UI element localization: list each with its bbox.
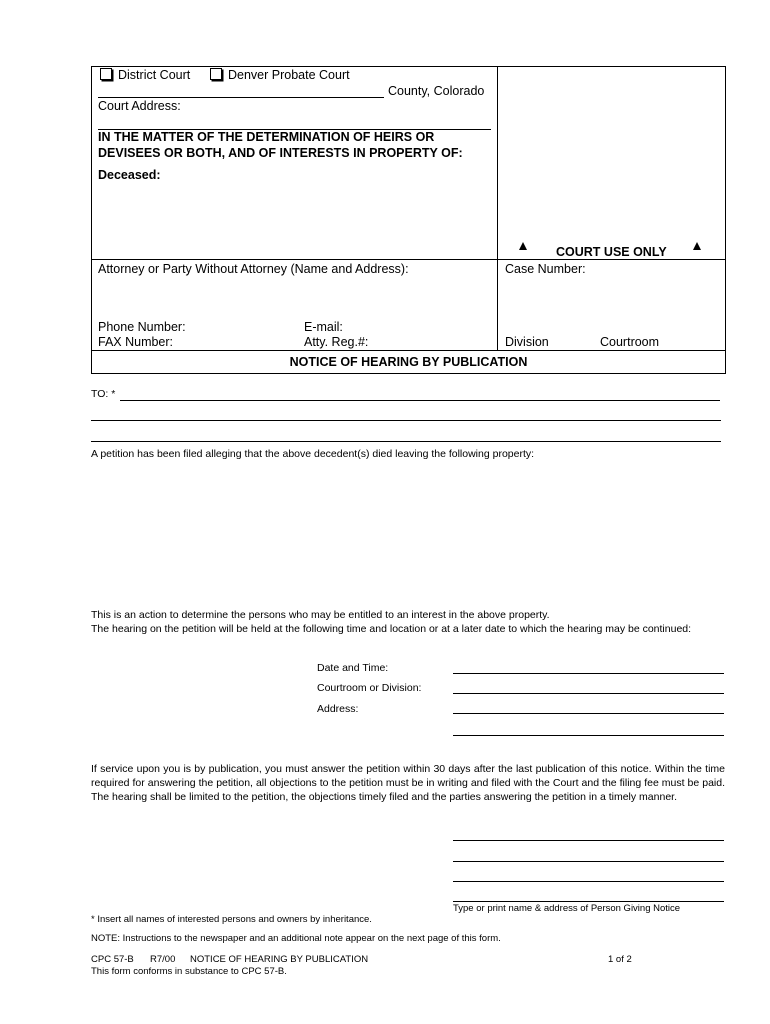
to-label: TO: * [91, 388, 116, 400]
courtroom-division-label: Courtroom or Division: [317, 682, 422, 694]
address-field-2[interactable] [453, 735, 724, 736]
arrow-up-icon [519, 242, 527, 250]
address-field-1[interactable] [453, 713, 724, 714]
to-field-3[interactable] [91, 441, 721, 442]
district-court-checkbox[interactable] [100, 68, 112, 80]
footer-conforms: This form conforms in substance to CPC 57-B. [91, 966, 287, 977]
court-address-label: Court Address: [98, 99, 181, 113]
denver-probate-label: Denver Probate Court [228, 68, 350, 82]
caption-box [91, 66, 726, 374]
denver-probate-checkbox[interactable] [210, 68, 222, 80]
denver-probate-court-option[interactable] [210, 68, 350, 82]
deceased-label: Deceased: [98, 168, 161, 182]
caption-divider [497, 66, 498, 350]
caption-rule-1 [91, 259, 726, 260]
to-field-2[interactable] [91, 420, 721, 421]
action-line: This is an action to determine the persons who may be entitled to an interest in the above property. [91, 609, 550, 621]
signature-line-2[interactable] [453, 861, 724, 862]
division-label: Division [505, 335, 549, 349]
newspaper-note: NOTE: Instructions to the newspaper and an additional note appear on the next page of this form. [91, 933, 501, 944]
attorney-label: Attorney or Party Without Attorney (Name and Address): [98, 262, 409, 276]
email-label: E-mail: [304, 320, 343, 334]
case-number-label: Case Number: [505, 262, 586, 276]
signature-line-1[interactable] [453, 840, 724, 841]
footer-page: 1 of 2 [608, 954, 632, 965]
hearing-text: The hearing on the petition will be held at the following time and location or at a later date to which the hearing may be continued: [91, 623, 692, 635]
signature-caption: Type or print name & address of Person Giving Notice [453, 903, 681, 914]
date-time-field[interactable] [453, 673, 724, 674]
caption-rule-2 [91, 350, 726, 351]
arrow-up-icon [693, 242, 701, 250]
to-field-1[interactable] [120, 400, 720, 401]
matter-line-2: DEVISEES OR BOTH, AND OF INTERESTS IN PROPERTY OF: [98, 146, 463, 160]
court-use-only: COURT USE ONLY [556, 245, 667, 259]
notice-title: NOTICE OF HEARING BY PUBLICATION [289, 355, 528, 369]
signature-line-3[interactable] [453, 881, 724, 882]
county-field[interactable] [98, 97, 384, 98]
matter-line-1: IN THE MATTER OF THE DETERMINATION OF HEIRS OR [98, 130, 435, 144]
footer-form-title: NOTICE OF HEARING BY PUBLICATION [190, 954, 369, 965]
courtroom-division-field[interactable] [453, 693, 724, 694]
address-label: Address: [317, 703, 359, 715]
footer-form-id: CPC 57-B [91, 954, 134, 965]
district-court-label: District Court [118, 68, 191, 82]
date-time-label: Date and Time: [317, 662, 389, 674]
district-court-option[interactable] [100, 68, 190, 82]
insert-note: * Insert all names of interested persons and owners by inheritance. [91, 914, 372, 925]
atty-reg-label: Atty. Reg.#: [304, 335, 369, 349]
fax-label: FAX Number: [98, 335, 174, 349]
county-label: County, Colorado [388, 84, 485, 98]
phone-label: Phone Number: [98, 320, 186, 334]
footer-revision: R7/00 [150, 954, 176, 965]
petition-text: A petition has been filed alleging that the above decedent(s) died leaving the following property: [91, 448, 535, 460]
service-text: If service upon you is by publication, you must answer the petition within 30 days after the last publication of this notice. Within the time required for answering the petition, all objections to the petition must be in writing and filed with the Court and the filing fee must be paid. The hearing shall be limited to the petition, the objections timely filed and the parties answering the petition in a timely manner. [91, 763, 725, 803]
signature-line-4[interactable] [453, 901, 724, 902]
courtroom-label: Courtroom [600, 335, 660, 349]
